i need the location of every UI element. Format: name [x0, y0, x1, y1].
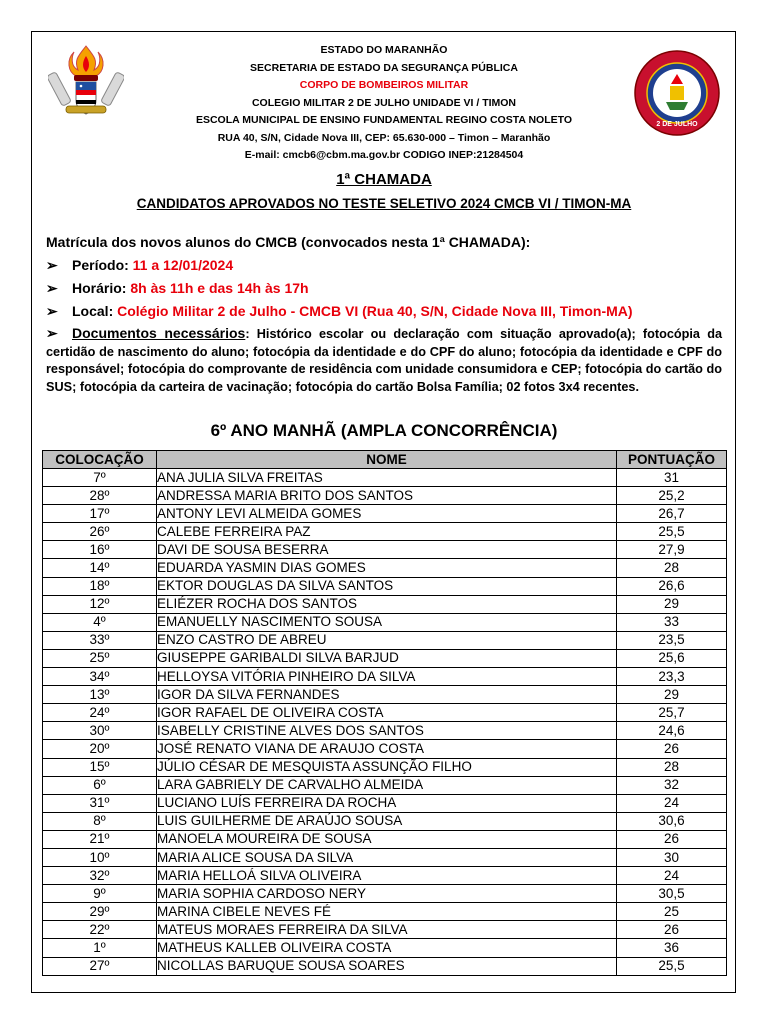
score-cell: 30,5 — [617, 885, 727, 903]
name-cell: MATEUS MORAES FERREIRA DA SILVA — [157, 921, 617, 939]
name-cell: MANOELA MOUREIRA DE SOUSA — [157, 830, 617, 848]
score-cell: 25,5 — [617, 957, 727, 975]
placement-cell: 7º — [43, 469, 157, 487]
table-row — [43, 830, 727, 848]
table-row — [43, 595, 727, 613]
score-cell: 28 — [617, 559, 727, 577]
table-row — [43, 867, 727, 885]
table-row — [43, 668, 727, 686]
placement-cell: 26º — [43, 523, 157, 541]
name-cell: IGOR DA SILVA FERNANDES — [157, 686, 617, 704]
name-cell: JOSÉ RENATO VIANA DE ARAUJO COSTA — [157, 740, 617, 758]
placement-cell: 33º — [43, 631, 157, 649]
name-cell: CALEBE FERREIRA PAZ — [157, 523, 617, 541]
name-cell: MARIA ALICE SOUSA DA SILVA — [157, 848, 617, 866]
score-cell: 25,7 — [617, 704, 727, 722]
schedule-value: 8h às 11h e das 14h às 17h — [130, 280, 309, 296]
placement-cell: 12º — [43, 595, 157, 613]
placement-cell: 29º — [43, 903, 157, 921]
header-address: RUA 40, S/N, Cidade Nova III, CEP: 65.630-000 – Timon – Maranhão — [217, 131, 551, 144]
table-row — [43, 686, 727, 704]
name-cell: MARIA SOPHIA CARDOSO NERY — [157, 885, 617, 903]
table-row — [43, 469, 727, 487]
placement-cell: 25º — [43, 649, 157, 667]
score-cell: 24 — [617, 867, 727, 885]
score-cell: 26 — [617, 830, 727, 848]
table-row — [43, 794, 727, 812]
section-title: 6º ANO MANHÃ (AMPLA CONCORRÊNCIA) — [210, 421, 558, 440]
table-row — [43, 939, 727, 957]
score-cell: 30 — [617, 848, 727, 866]
period-value: 11 a 12/01/2024 — [132, 257, 234, 273]
name-cell: ANDRESSA MARIA BRITO DOS SANTOS — [157, 487, 617, 505]
placement-cell: 15º — [43, 758, 157, 776]
header-school: ESCOLA MUNICIPAL DE ENSINO FUNDAMENTAL REGINO COSTA NOLETO — [195, 114, 573, 126]
name-cell: NICOLLAS BARUQUE SOUSA SOARES — [157, 957, 617, 975]
score-cell: 30,6 — [617, 812, 727, 830]
header-fire-corps: CORPO DE BOMBEIROS MILITAR — [299, 79, 469, 91]
name-cell: LUCIANO LUÍS FERREIRA DA ROCHA — [157, 794, 617, 812]
name-cell: MATHEUS KALLEB OLIVEIRA COSTA — [157, 939, 617, 957]
table-row — [43, 559, 727, 577]
table-row — [43, 722, 727, 740]
placement-cell: 6º — [43, 776, 157, 794]
score-cell: 23,3 — [617, 668, 727, 686]
name-cell: GIUSEPPE GARIBALDI SILVA BARJUD — [157, 649, 617, 667]
placement-cell: 1º — [43, 939, 157, 957]
documents-text: : Histórico escolar ou declaração com situação aprovado(a); fotocópia da certidão de nascimento do aluno; fotocópia da identidade e do CPF do aluno; fotocópia da identidade e CPF do responsável; fotocópia do comprovante de residência com unidade consumidora e CEP; fotocópia do cartão do SUS; fotocópia da carteira de vacinação; fotocópia do cartão Bolsa Família; 02 fotos 3x4 recentes. — [46, 327, 722, 394]
placement-cell: 21º — [43, 830, 157, 848]
placement-cell: 9º — [43, 885, 157, 903]
college-seal-logo — [634, 50, 720, 136]
header-contact: E-mail: cmcb6@cbm.ma.gov.br CODIGO INEP:21284504 — [244, 149, 524, 161]
arrow-bullet-icon: ➢ — [46, 325, 58, 341]
score-cell: 23,5 — [617, 631, 727, 649]
placement-cell: 30º — [43, 722, 157, 740]
score-cell: 31 — [617, 469, 727, 487]
table-row — [43, 505, 727, 523]
name-cell: ELIÉZER ROCHA DOS SANTOS — [157, 595, 617, 613]
placement-cell: 22º — [43, 921, 157, 939]
institution-header — [140, 42, 628, 165]
name-cell: IGOR RAFAEL DE OLIVEIRA COSTA — [157, 704, 617, 722]
location-value: Colégio Militar 2 de Julho - CMCB VI (Rua 40, S/N, Cidade Nova III, Timon-MA) — [117, 303, 633, 319]
table-row — [43, 758, 727, 776]
schedule-label: Horário: — [72, 280, 127, 296]
name-cell: EMANUELLY NASCIMENTO SOUSA — [157, 613, 617, 631]
table-row — [43, 812, 727, 830]
placement-cell: 27º — [43, 957, 157, 975]
score-cell: 25,5 — [617, 523, 727, 541]
score-cell: 36 — [617, 939, 727, 957]
name-cell: ISABELLY CRISTINE ALVES DOS SANTOS — [157, 722, 617, 740]
score-cell: 26,7 — [617, 505, 727, 523]
placement-cell: 10º — [43, 848, 157, 866]
table-row — [43, 903, 727, 921]
placement-cell: 34º — [43, 668, 157, 686]
score-cell: 26 — [617, 740, 727, 758]
placement-cell: 18º — [43, 577, 157, 595]
placement-cell: 14º — [43, 559, 157, 577]
header-secretariat: SECRETARIA DE ESTADO DA SEGURANÇA PÚBLICA — [250, 61, 518, 74]
score-cell: 29 — [617, 686, 727, 704]
score-cell: 25,2 — [617, 487, 727, 505]
placement-cell: 28º — [43, 487, 157, 505]
header-score: PONTUAÇÃO — [617, 451, 727, 469]
table-row — [43, 487, 727, 505]
score-cell: 33 — [617, 613, 727, 631]
table-row — [43, 541, 727, 559]
name-cell: MARINA CIBELE NEVES FÉ — [157, 903, 617, 921]
name-cell: LUIS GUILHERME DE ARAÚJO SOUSA — [157, 812, 617, 830]
table-row — [43, 776, 727, 794]
name-cell: JÚLIO CÉSAR DE MESQUISTA ASSUNÇÃO FILHO — [157, 758, 617, 776]
placement-cell: 32º — [43, 867, 157, 885]
name-cell: ANTONY LEVI ALMEIDA GOMES — [157, 505, 617, 523]
table-row — [43, 848, 727, 866]
header-state: ESTADO DO MARANHÃO — [320, 44, 448, 56]
header-college: COLEGIO MILITAR 2 DE JULHO UNIDADE VI / TIMON — [251, 96, 517, 109]
enrollment-intro: Matrícula dos novos alunos do CMCB (convocados nesta 1ª CHAMADA): — [46, 234, 531, 250]
arrow-bullet-icon: ➢ — [46, 280, 58, 296]
name-cell: ANA JULIA SILVA FREITAS — [157, 469, 617, 487]
placement-cell: 17º — [43, 505, 157, 523]
period-label: Período: — [72, 257, 129, 273]
table-row — [43, 885, 727, 903]
score-cell: 25 — [617, 903, 727, 921]
placement-cell: 8º — [43, 812, 157, 830]
table-row — [43, 649, 727, 667]
table-header-row — [43, 451, 727, 469]
table-row — [43, 577, 727, 595]
table-row — [43, 704, 727, 722]
name-cell: HELLOYSA VITÓRIA PINHEIRO DA SILVA — [157, 668, 617, 686]
table-row — [43, 523, 727, 541]
placement-cell: 20º — [43, 740, 157, 758]
score-cell: 26,6 — [617, 577, 727, 595]
score-cell: 24 — [617, 794, 727, 812]
table-row — [43, 957, 727, 975]
table-row — [43, 613, 727, 631]
placement-cell: 24º — [43, 704, 157, 722]
score-cell: 24,6 — [617, 722, 727, 740]
score-cell: 26 — [617, 921, 727, 939]
name-cell: EDUARDA YASMIN DIAS GOMES — [157, 559, 617, 577]
results-table — [42, 450, 727, 976]
call-title: 1ª CHAMADA — [336, 171, 432, 188]
placement-cell: 16º — [43, 541, 157, 559]
header-name: NOME — [157, 451, 617, 469]
location-bullet — [46, 303, 633, 320]
name-cell: ENZO CASTRO DE ABREU — [157, 631, 617, 649]
name-cell: MARIA HELLOÁ SILVA OLIVEIRA — [157, 867, 617, 885]
placement-cell: 31º — [43, 794, 157, 812]
seal-bottom-text: 2 DE JULHO — [656, 121, 698, 128]
location-label: Local: — [72, 303, 114, 319]
score-cell: 28 — [617, 758, 727, 776]
table-row — [43, 921, 727, 939]
name-cell: DAVI DE SOUSA BESERRA — [157, 541, 617, 559]
placement-cell: 13º — [43, 686, 157, 704]
table-row — [43, 740, 727, 758]
firefighter-emblem-logo — [48, 42, 124, 122]
name-cell: LARA GABRIELY DE CARVALHO ALMEIDA — [157, 776, 617, 794]
documents-label: Documentos necessários — [72, 325, 246, 341]
period-bullet — [46, 257, 233, 274]
call-subtitle: CANDIDATOS APROVADOS NO TESTE SELETIVO 2024 CMCB VI / TIMON-MA — [136, 196, 632, 211]
schedule-bullet — [46, 280, 309, 297]
arrow-bullet-icon: ➢ — [46, 257, 58, 273]
arrow-bullet-icon: ➢ — [46, 303, 58, 319]
score-cell: 32 — [617, 776, 727, 794]
table-row — [43, 631, 727, 649]
score-cell: 29 — [617, 595, 727, 613]
score-cell: 25,6 — [617, 649, 727, 667]
score-cell: 27,9 — [617, 541, 727, 559]
header-placement: COLOCAÇÃO — [43, 451, 157, 469]
placement-cell: 4º — [43, 613, 157, 631]
documents-bullet — [46, 325, 722, 396]
name-cell: EKTOR DOUGLAS DA SILVA SANTOS — [157, 577, 617, 595]
